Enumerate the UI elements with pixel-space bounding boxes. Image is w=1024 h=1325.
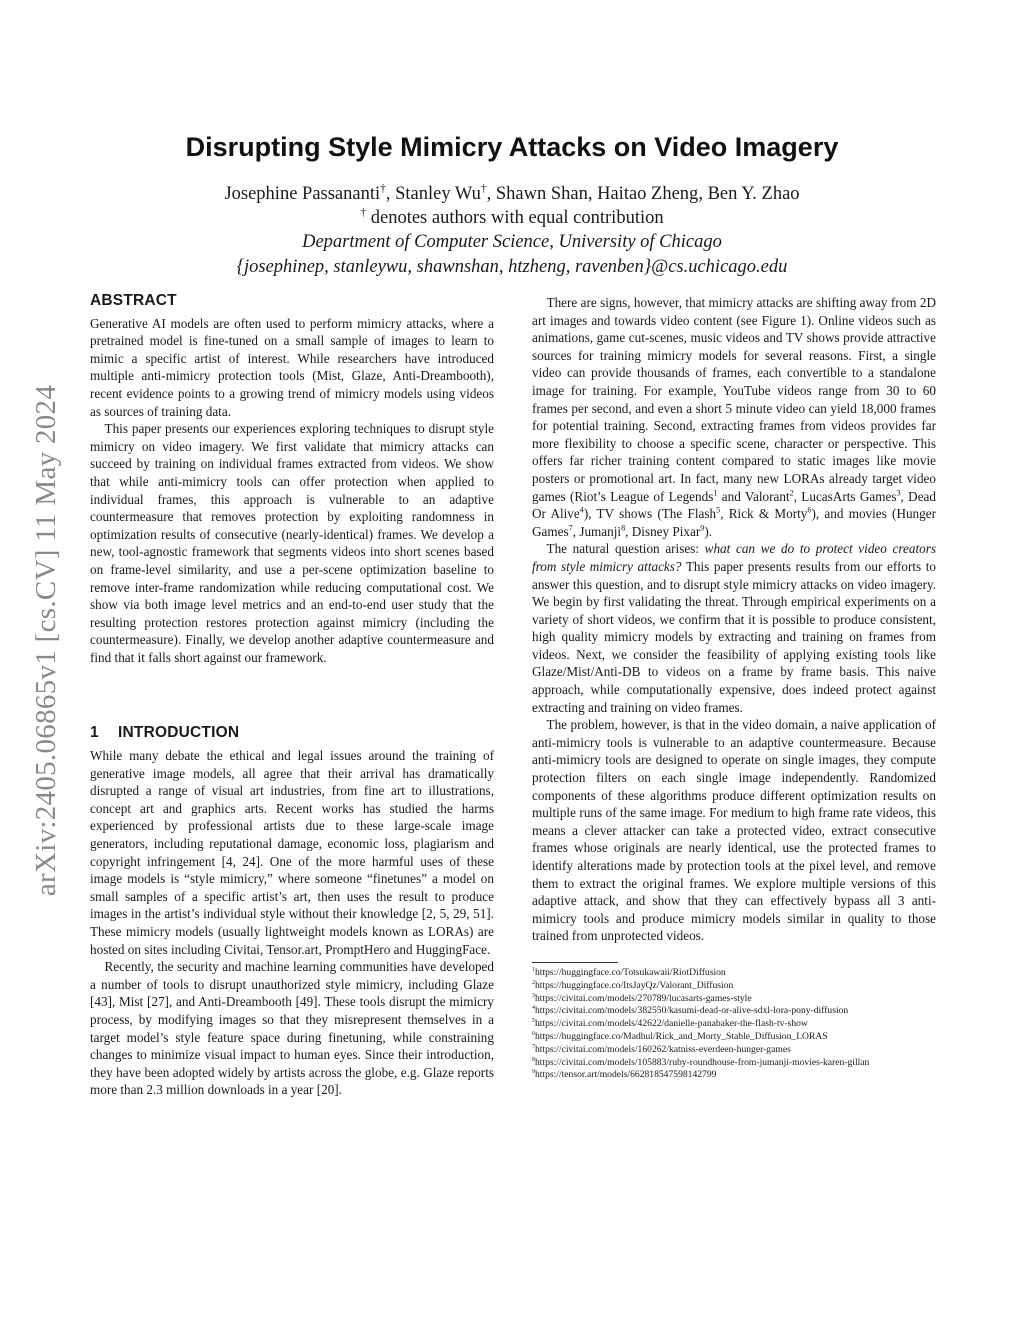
- footnote: [532, 993, 936, 1006]
- body-paragraph: [532, 540, 936, 716]
- footnote-link[interactable]: https://huggingface.co/Totsukawaii/RiotDiffusion: [534, 966, 726, 978]
- footnote-marker: 6: [807, 505, 812, 515]
- footnote-number: 2: [532, 979, 535, 986]
- footnote-marker: 5: [716, 505, 721, 515]
- introduction-paragraph: While many debate the ethical and legal issues around the training of generative image models, all agree that their arrival has dramatically disrupted a range of visual art industries, from fine art to illustrations, concept art and graphics arts. Recent works has studied the harms experienced by professional artists due to these large-scale image generators, including reputational damage, economic loss, plagiarism and copyright infringement [4, 24]. One of the more harmful uses of these image models is “style mimicry,” where someone “finetunes” a model on small samples of a specific artist’s art, then uses the result to produce images in the artist’s individual style without their knowledge [2, 5, 29, 51]. These mimicry models (usually lightweight models known as LORAs) are hosted on sites including Civitai, Tensor.art, PromptHero and HuggingFace.: [90, 748, 494, 957]
- abstract-heading: ABSTRACT: [90, 292, 177, 309]
- right-column: [532, 294, 936, 1082]
- text-run: This paper presents results from our efforts to answer this question, and to disrupt style mimicry attacks on video imagery. We begin by first validating the threat. Through empirical experiments on a variety of short videos, we confirm that it is possible to produce consistent, high quality mimicry models by extracting and training on frames from videos. Next, we consider the feasibility of applying existing tools like Glaze/Mist/Anti-DB to videos on a frame by frame basis. This naive approach, while computationally expensive, does indeed protect against extracting and training on video frames.: [532, 558, 936, 715]
- footnote-link[interactable]: https://civitai.com/models/270789/lucasarts-games-style: [534, 992, 752, 1004]
- footnote-marker: 3: [896, 488, 901, 498]
- equal-contribution-mark: †: [380, 182, 386, 195]
- author-name: Josephine Passananti: [224, 184, 381, 204]
- text-run: There are signs, however, that mimicry attacks are shifting away from 2D art images and towards video content (see Figure 1). Online videos such as animations, game cut-scenes, music videos and TV shows provide attractive sources for training mimicry models for several reasons. First, a single video can provide thousands of frames, each convertible to a standalone image for training. For example, YouTube videos range from 30 to 60 frames per second, and even a short 5 minute video can yield 18,000 frames for potential training. Second, extracting frames from videos provides far more flexibility to choose a specific scene, character or perspective. This offers far richer training content compared to static images like movie posters or promotional art. In fact, many new LORAs already target video games (Riot’s League of Legends: [532, 295, 936, 504]
- footnote: [532, 1057, 936, 1070]
- text-run: The natural question arises:: [546, 541, 705, 557]
- footnote-link[interactable]: https://huggingface.co/ItsJayQz/Valorant_Diffusion: [534, 979, 734, 991]
- introduction-heading: [90, 724, 494, 742]
- author-list: Josephine Passananti†, Stanley Wu†, Shawn Shan, Haitao Zheng, Ben Y. Zhao: [224, 182, 800, 204]
- equal-contribution-note: [0, 208, 1024, 229]
- abstract-paragraph: Generative AI models are often used to perform mimicry attacks, where a pretrained model is fine-tuned on a small sample of images to learn to mimic a specific artist of interest. While researchers have introduced multiple anti-mimicry protection tools (Mist, Glaze, Anti-Dreambooth), recent evidence points to a growing trend of mimicry models using videos as sources of training data.: [90, 315, 494, 419]
- footnote-link[interactable]: https://civitai.com/models/160262/katniss-everdeen-hunger-games: [534, 1043, 791, 1055]
- text-run: ), and movies (Hunger Games: [532, 506, 936, 539]
- text-run: , LucasArts Games: [793, 488, 897, 504]
- footnote: [532, 1005, 936, 1018]
- footnote-number: 8: [532, 1056, 535, 1063]
- footnote-marker: 4: [579, 505, 584, 515]
- footnote: [532, 967, 936, 980]
- footnote-link[interactable]: https://civitai.com/models/105883/ruby-roundhouse-from-jumanji-movies-karen-gillan: [534, 1056, 870, 1068]
- footnote: [532, 1069, 936, 1082]
- footnote: [532, 1044, 936, 1057]
- equal-contribution-mark: †: [360, 206, 367, 219]
- emphasized-question: what can we do to protect video creators from style mimicry attacks?: [532, 541, 936, 574]
- author-name: Ben Y. Zhao: [707, 184, 800, 204]
- footnote-link[interactable]: https://huggingface.co/Madhul/Rick_and_Morty_Stable_Diffusion_LORAS: [534, 1030, 828, 1042]
- footnote-marker: 2: [789, 488, 794, 498]
- author-emails: {josephinep, stanleywu, shawnshan, htzheng, ravenben}@cs.uchicago.edu: [236, 257, 788, 277]
- footnote-number: 5: [532, 1017, 535, 1024]
- section-title: INTRODUCTION: [118, 724, 240, 742]
- introduction-paragraph: Recently, the security and machine learning communities have developed a number of tools to disrupt unauthorized style mimicry, including Glaze [43], Mist [27], and Anti-Dreambooth [49]. These tools disrupt the mimicry process, by modifying images so that they misrepresent themselves in a target model’s style feature space during finetuning, while constraining changes to minimize visual impact to human eyes. Since their introduction, they have been adopted widely by artists across the globe, e.g. Glaze reports more than 2.3 million downloads in a year [20].: [90, 959, 494, 1098]
- text-run: and Valorant: [717, 488, 790, 504]
- equal-contribution-text: denotes authors with equal contribution: [370, 208, 664, 228]
- footnote-number: 7: [532, 1043, 535, 1050]
- footnote-marker: 7: [568, 523, 573, 533]
- arxiv-identifier-stamp: [22, 335, 72, 945]
- equal-contribution-mark: †: [480, 182, 487, 195]
- author-name: Stanley Wu: [395, 184, 481, 204]
- text-run: ).: [704, 523, 713, 539]
- text-run: , Jumanji: [572, 523, 622, 539]
- section-number: 1: [90, 724, 99, 742]
- footnote-divider: [532, 962, 618, 963]
- left-column: [90, 292, 494, 1099]
- body-paragraph: [532, 294, 936, 540]
- footnote: [532, 980, 936, 993]
- author-name: Shawn Shan: [495, 184, 588, 204]
- footnote-number: 3: [532, 992, 535, 999]
- affiliation: Department of Computer Science, University of Chicago: [302, 232, 722, 252]
- footnote-number: 9: [532, 1069, 535, 1076]
- footnote-number: 6: [532, 1030, 535, 1037]
- abstract-paragraph: This paper presents our experiences exploring techniques to disrupt style mimicry on video imagery. We first validate that mimicry attacks can succeed by training on individual frames extracted from videos. We show that while anti-mimicry tools can offer protection when applied to individual frames, this approach is vulnerable to an adaptive countermeasure that removes protection by exploiting randomness in optimization results of consecutive (nearly-identical) frames. We develop a new, tool-agnostic framework that segments videos into short scenes based on frame-level similarity, and use a per-scene optimization baseline to remove inter-frame randomization while reducing computational cost. We show via both image level metrics and an end-to-end user study that the resulting protection restores protection against mimicry (including the countermeasure). Finally, we develop another adaptive countermeasure and find that it falls short against our framework.: [90, 421, 494, 665]
- footnote-list: [532, 967, 936, 1082]
- text-run: , Rick & Morty: [720, 506, 808, 522]
- arxiv-identifier: arXiv:2405.06865v1 [cs.CV] 11 May 2024: [30, 384, 63, 896]
- author-name: Haitao Zheng: [597, 184, 699, 204]
- text-run: , Disney Pixar: [625, 523, 701, 539]
- body-paragraph: The problem, however, is that in the video domain, a naive application of anti-mimicry tools is vulnerable to an adaptive countermeasure. Because anti-mimicry tools are designed to operate on single images, they compute protection filters on each single image independently. Randomized components of these algorithms produce different optimization results on multiple runs of the same image. For medium to high frame rate videos, this means a clever attacker can take a protected video, extract consecutive frames whose originals are nearly identical, use the protected frames to identify alterations made by protection tools at the pixel level, and remove them to extract the original frames. We explore multiple versions of this adaptive attack, and show that they can effectively bypass all 3 anti-mimicry tools and produce mimicry models similar in quality to those trained from unprotected videos.: [532, 717, 936, 944]
- text-run: ), TV shows (The Flash: [583, 506, 717, 522]
- footnote-marker: 9: [700, 523, 705, 533]
- footnote-marker: 8: [621, 523, 626, 533]
- paper-title: Disrupting Style Mimicry Attacks on Video Imagery: [185, 132, 839, 162]
- footnote-number: 4: [532, 1005, 535, 1012]
- footnote: [532, 1018, 936, 1031]
- footnote-marker: 1: [713, 488, 718, 498]
- footnote: [532, 1031, 936, 1044]
- footnote-link[interactable]: https://civitai.com/models/42622/danielle-panabaker-the-flash-tv-show: [534, 1018, 808, 1030]
- footnote-number: 1: [532, 966, 535, 973]
- text-run: , Dead Or Alive: [532, 488, 936, 522]
- footnote-link[interactable]: https://tensor.art/models/662818547598142799: [534, 1069, 717, 1081]
- footnote-link[interactable]: https://civitai.com/models/382550/kasumi-dead-or-alive-sdxl-lora-pony-diffusion: [534, 1005, 849, 1017]
